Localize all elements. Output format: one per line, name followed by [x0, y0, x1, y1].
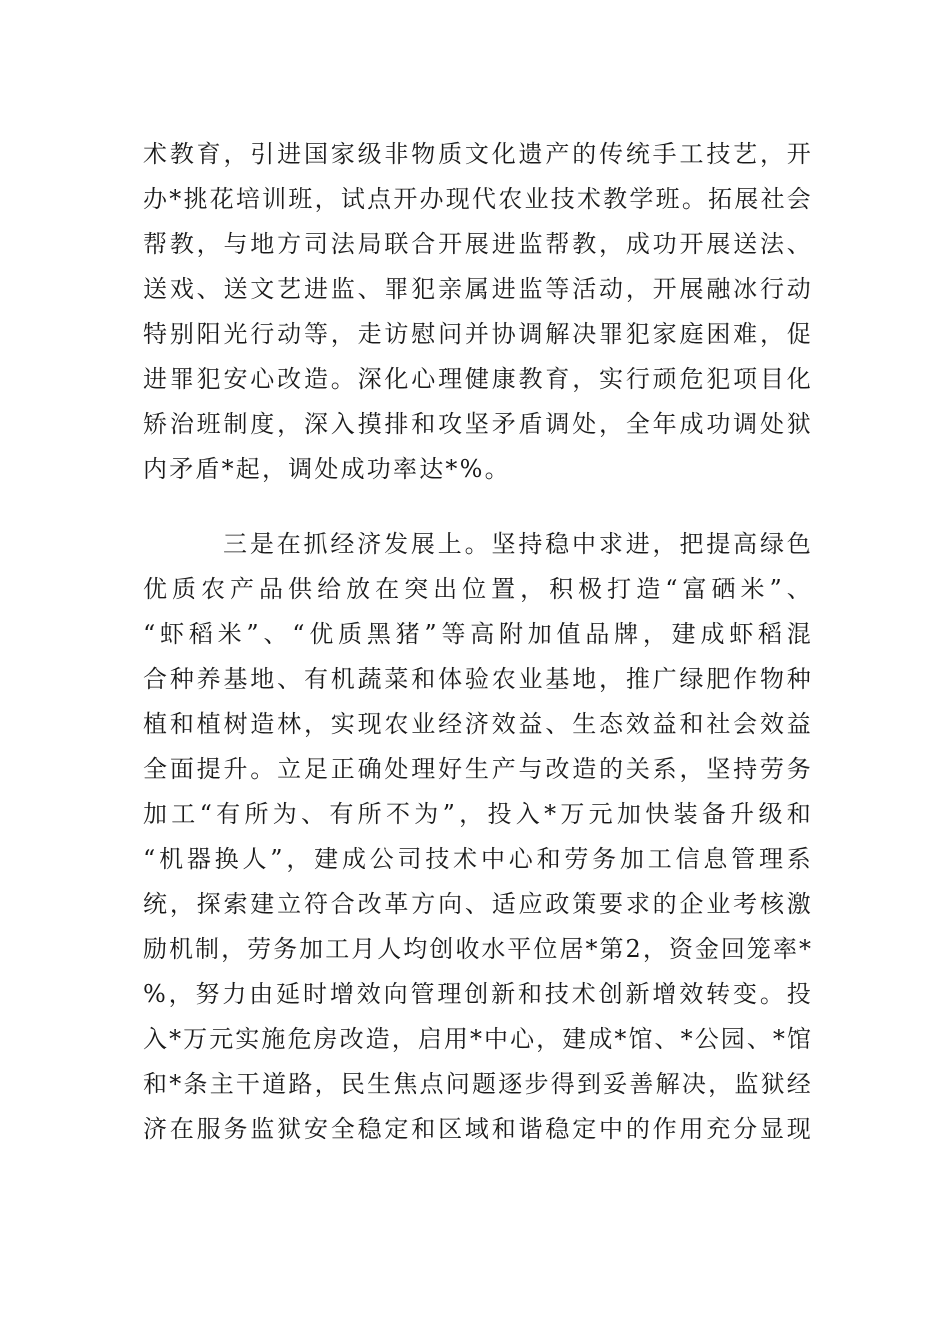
text-line: 励机制，劳务加工月人均创收水平位居*第2，资金回笼率* [143, 935, 813, 963]
text-line: 送戏、送文艺进监、罪犯亲属进监等活动，开展融冰行动 [143, 275, 813, 303]
text-line: 统，探索建立符合改革方向、适应政策要求的企业考核激 [143, 890, 813, 918]
text-line: 植和植树造林，实现农业经济效益、生态效益和社会效益 [143, 710, 813, 738]
text-line: 加工“有所为、有所不为”，投入*万元加快装备升级和 [143, 800, 813, 828]
text-line: 全面提升。立足正确处理好生产与改造的关系，坚持劳务 [143, 755, 813, 783]
text-line: 入*万元实施危房改造，启用*中心，建成*馆、*公园、*馆 [143, 1025, 813, 1053]
text-line: “虾稻米”、“优质黑猪”等高附加值品牌，建成虾稻混 [143, 620, 813, 648]
text-line: %，努力由延时增效向管理创新和技术创新增效转变。投 [143, 980, 813, 1008]
text-line: 矫治班制度，深入摸排和攻坚矛盾调处，全年成功调处狱 [143, 410, 813, 438]
text-line: 特别阳光行动等，走访慰问并协调解决罪犯家庭困难，促 [143, 320, 813, 348]
text-line: 帮教，与地方司法局联合开展进监帮教，成功开展送法、 [143, 230, 813, 258]
text-line: 办*挑花培训班，试点开办现代农业技术教学班。拓展社会 [143, 185, 813, 213]
text-line: 优质农产品供给放在突出位置，积极打造“富硒米”、 [143, 575, 813, 603]
text-line: 合种养基地、有机蔬菜和体验农业基地，推广绿肥作物种 [143, 665, 813, 693]
text-line: 进罪犯安心改造。深化心理健康教育，实行顽危犯项目化 [143, 365, 813, 393]
text-line: 术教育，引进国家级非物质文化遗产的传统手工技艺，开 [143, 140, 813, 168]
text-line: 内矛盾*起，调处成功率达*%。 [143, 455, 511, 483]
text-line: “机器换人”，建成公司技术中心和劳务加工信息管理系 [143, 845, 813, 873]
paragraph-first-line: 三是在抓经济发展上。坚持稳中求进，把提高绿色 [223, 530, 813, 558]
text-line: 济在服务监狱安全稳定和区域和谐稳定中的作用充分显现 [143, 1115, 813, 1143]
text-line: 和*条主干道路，民生焦点问题逐步得到妥善解决，监狱经 [143, 1070, 813, 1098]
